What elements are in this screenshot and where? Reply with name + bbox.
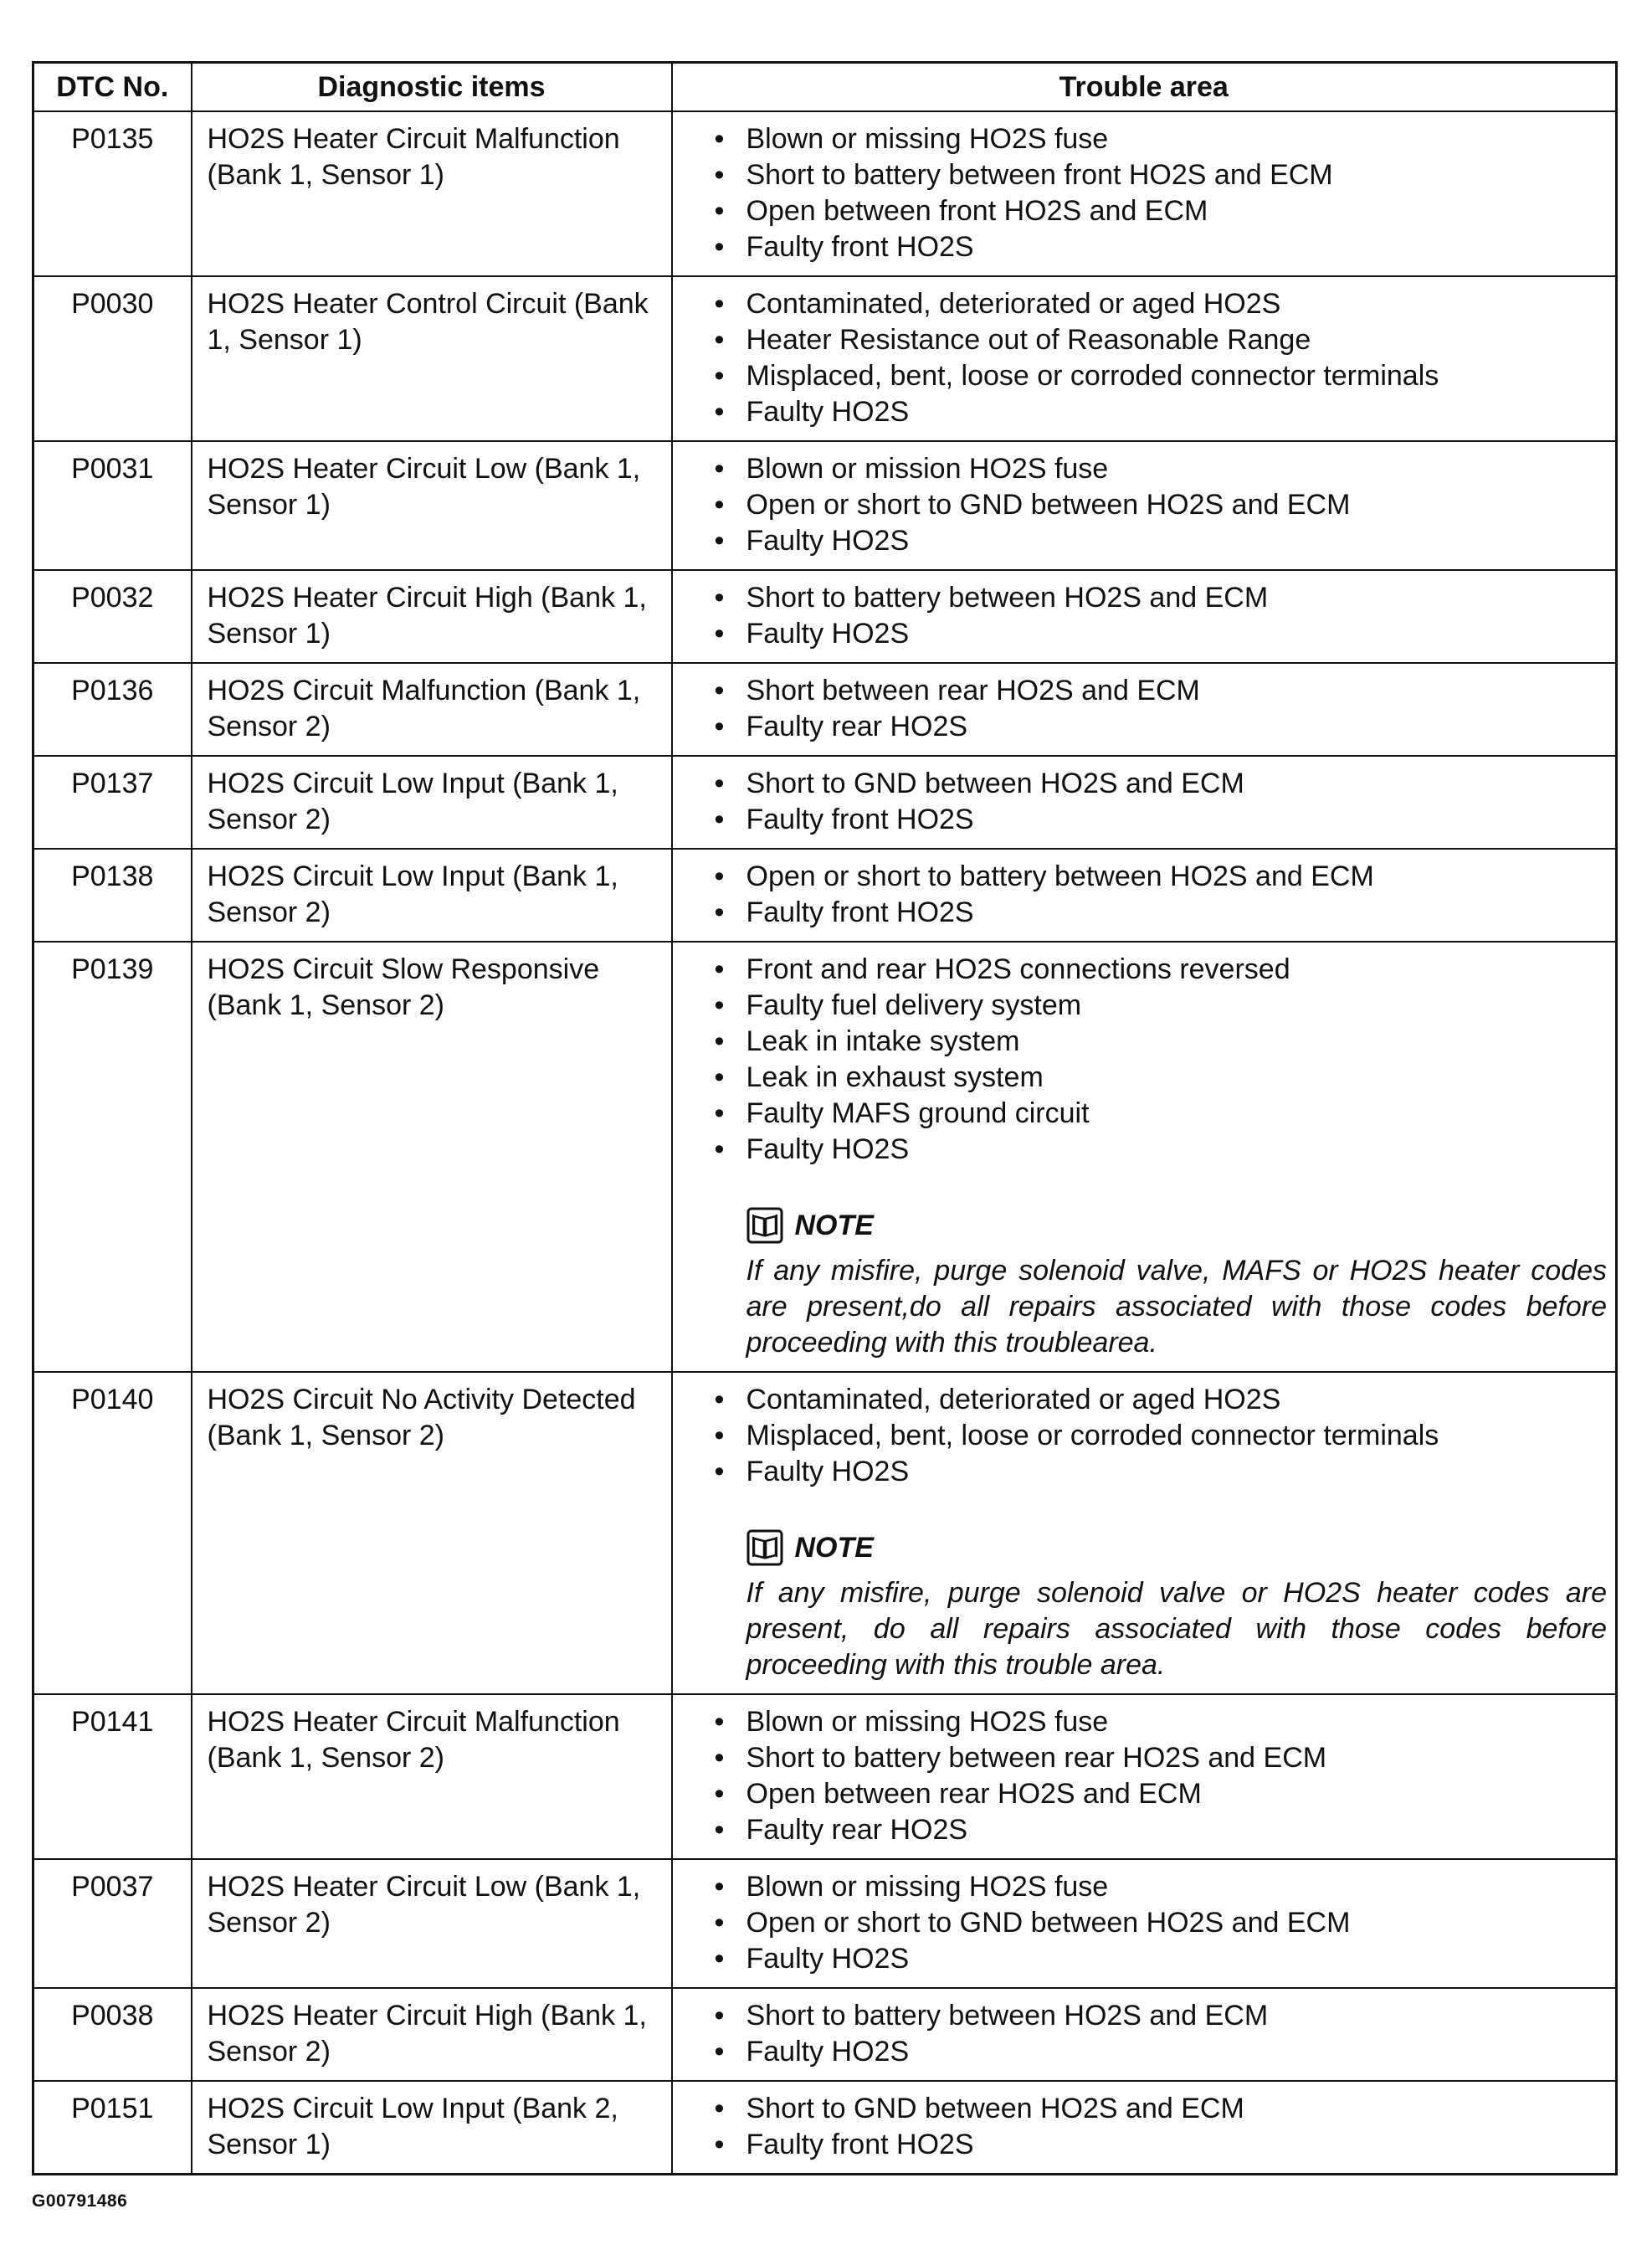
table-row	[33, 111, 1617, 276]
list-item	[715, 358, 1608, 394]
dtc-table	[32, 61, 1618, 2175]
bullet-icon: •	[714, 1133, 725, 1165]
trouble-text: Short to GND between HO2S and ECM	[746, 768, 1244, 799]
dtc-code: P0137	[33, 756, 192, 849]
bullet-icon: •	[714, 2129, 725, 2160]
diagnostic-item: HO2S Heater Circuit High (Bank 1, Sensor 1)	[192, 570, 672, 663]
figure-id: G00791486	[32, 2191, 128, 2211]
trouble-area	[672, 1859, 1617, 1988]
header-dtc-no: DTC No.	[33, 63, 192, 112]
bullet-icon: •	[714, 1742, 725, 1774]
trouble-text: Blown or missing HO2S fuse	[746, 1871, 1109, 1903]
list-item	[715, 1382, 1608, 1418]
trouble-text: Misplaced, bent, loose or corroded connector terminals	[746, 1420, 1439, 1451]
bullet-icon: •	[714, 1097, 725, 1129]
dtc-code: P0151	[33, 2081, 192, 2175]
trouble-text: Open or short to GND between HO2S and ECM	[746, 489, 1351, 521]
list-item	[715, 1132, 1608, 1168]
trouble-list	[715, 859, 1608, 931]
list-item	[715, 394, 1608, 430]
bullet-icon: •	[714, 489, 725, 521]
list-item	[715, 2034, 1608, 2070]
dtc-code: P0032	[33, 570, 192, 663]
diagnostic-item: HO2S Heater Circuit Malfunction (Bank 1, Sensor 1)	[192, 111, 672, 276]
trouble-list	[715, 451, 1608, 559]
diagnostic-item: HO2S Heater Control Circuit (Bank 1, Sensor 1)	[192, 276, 672, 441]
bullet-icon: •	[714, 159, 725, 191]
diagnostic-item: HO2S Circuit Low Input (Bank 1, Sensor 2)	[192, 756, 672, 849]
note-book-icon	[746, 1207, 783, 1244]
trouble-text: Faulty HO2S	[746, 1456, 910, 1487]
trouble-text: Faulty MAFS ground circuit	[746, 1097, 1090, 1129]
list-item	[715, 2091, 1608, 2127]
trouble-area	[672, 570, 1617, 663]
trouble-text: Short to battery between rear HO2S and ECM	[746, 1742, 1327, 1774]
trouble-text: Faulty HO2S	[746, 1133, 910, 1165]
trouble-list	[715, 1869, 1608, 1977]
list-item	[715, 157, 1608, 193]
trouble-text: Faulty HO2S	[746, 1943, 910, 1975]
bullet-icon: •	[714, 1907, 725, 1939]
bullet-icon: •	[714, 896, 725, 928]
trouble-area	[672, 441, 1617, 570]
bullet-icon: •	[714, 2093, 725, 2124]
bullet-icon: •	[714, 1814, 725, 1846]
bullet-icon: •	[714, 396, 725, 428]
table-row	[33, 2081, 1617, 2175]
trouble-text: Short to battery between HO2S and ECM	[746, 582, 1269, 614]
trouble-list	[715, 952, 1608, 1168]
trouble-text: Contaminated, deteriorated or aged HO2S	[746, 288, 1281, 320]
bullet-icon: •	[714, 804, 725, 835]
table-row	[33, 1694, 1617, 1859]
trouble-list	[715, 673, 1608, 745]
diagnostic-item: HO2S Heater Circuit High (Bank 1, Sensor 2)	[192, 1988, 672, 2081]
trouble-list	[715, 766, 1608, 838]
diagnostic-item: HO2S Heater Circuit Malfunction (Bank 1, Sensor 2)	[192, 1694, 672, 1859]
list-item	[715, 952, 1608, 988]
bullet-icon: •	[714, 1778, 725, 1810]
trouble-text: Short to battery between front HO2S and ECM	[746, 159, 1333, 191]
table-row	[33, 570, 1617, 663]
trouble-text: Open between front HO2S and ECM	[746, 195, 1208, 227]
dtc-code: P0140	[33, 1372, 192, 1694]
diagnostic-item: HO2S Heater Circuit Low (Bank 1, Sensor 2)	[192, 1859, 672, 1988]
header-diagnostic-items: Diagnostic items	[192, 63, 672, 112]
trouble-list	[715, 580, 1608, 652]
trouble-area	[672, 111, 1617, 276]
list-item	[715, 523, 1608, 559]
bullet-icon: •	[714, 675, 725, 706]
trouble-area	[672, 2081, 1617, 2175]
trouble-text: Faulty rear HO2S	[746, 1814, 968, 1846]
list-item	[715, 1024, 1608, 1060]
list-item	[715, 1941, 1608, 1977]
list-item	[715, 1998, 1608, 2034]
list-item	[715, 1905, 1608, 1941]
trouble-text: Short to GND between HO2S and ECM	[746, 2093, 1244, 2124]
bullet-icon: •	[714, 1456, 725, 1487]
table-row	[33, 756, 1617, 849]
bullet-icon: •	[714, 2036, 725, 2068]
trouble-area	[672, 756, 1617, 849]
bullet-icon: •	[714, 1871, 725, 1903]
table-row	[33, 663, 1617, 756]
bullet-icon: •	[714, 360, 725, 392]
table-header-row	[33, 63, 1617, 112]
dtc-code: P0136	[33, 663, 192, 756]
trouble-list	[715, 1998, 1608, 2070]
trouble-list	[715, 1704, 1608, 1848]
bullet-icon: •	[714, 1943, 725, 1975]
bullet-icon: •	[714, 288, 725, 320]
list-item	[715, 229, 1608, 265]
list-item	[715, 121, 1608, 157]
list-item	[715, 1096, 1608, 1132]
note-label: NOTE	[794, 1531, 874, 1564]
note-heading	[746, 1527, 1608, 1569]
trouble-list	[715, 286, 1608, 430]
trouble-text: Faulty HO2S	[746, 525, 910, 557]
note-heading	[746, 1205, 1608, 1246]
bullet-icon: •	[714, 1025, 725, 1057]
list-item	[715, 1704, 1608, 1740]
note-text: If any misfire, purge solenoid valve, MAFS or HO2S heater codes are present,do all repairs associated with those codes before proceeding with this troublearea.	[746, 1255, 1607, 1359]
list-item	[715, 2127, 1608, 2163]
note-book-icon	[746, 1529, 783, 1566]
list-item	[715, 988, 1608, 1024]
list-item	[715, 193, 1608, 229]
trouble-text: Faulty front HO2S	[746, 896, 974, 928]
trouble-text: Faulty fuel delivery system	[746, 989, 1082, 1021]
trouble-text: Contaminated, deteriorated or aged HO2S	[746, 1384, 1281, 1415]
bullet-icon: •	[714, 1061, 725, 1093]
list-item	[715, 859, 1608, 895]
note-text: If any misfire, purge solenoid valve or HO2S heater codes are present, do all repairs associated with those codes before proceeding with this trouble area.	[746, 1577, 1607, 1681]
trouble-text: Faulty HO2S	[746, 2036, 910, 2068]
trouble-text: Blown or missing HO2S fuse	[746, 123, 1109, 155]
list-item	[715, 451, 1608, 487]
table-body	[33, 111, 1617, 2175]
bullet-icon: •	[714, 123, 725, 155]
trouble-text: Open between rear HO2S and ECM	[746, 1778, 1202, 1810]
list-item	[715, 895, 1608, 931]
diagnostic-item: HO2S Circuit Malfunction (Bank 1, Sensor 2)	[192, 663, 672, 756]
list-item	[715, 286, 1608, 322]
table-row	[33, 849, 1617, 942]
trouble-text: Front and rear HO2S connections reversed	[746, 953, 1290, 985]
diagnostic-item: HO2S Circuit Low Input (Bank 1, Sensor 2)	[192, 849, 672, 942]
list-item	[715, 1418, 1608, 1454]
list-item	[715, 616, 1608, 652]
trouble-text: Heater Resistance out of Reasonable Range	[746, 324, 1311, 356]
note-block	[715, 1205, 1608, 1361]
list-item	[715, 1776, 1608, 1812]
diagnostic-item: HO2S Circuit Slow Responsive (Bank 1, Sensor 2)	[192, 942, 672, 1372]
list-item	[715, 1812, 1608, 1848]
bullet-icon: •	[714, 711, 725, 742]
bullet-icon: •	[714, 768, 725, 799]
dtc-code: P0037	[33, 1859, 192, 1988]
trouble-text: Short to battery between HO2S and ECM	[746, 2000, 1269, 2032]
trouble-text: Open or short to GND between HO2S and ECM	[746, 1907, 1351, 1939]
trouble-text: Leak in exhaust system	[746, 1061, 1044, 1093]
trouble-area	[672, 1694, 1617, 1859]
bullet-icon: •	[714, 953, 725, 985]
trouble-area	[672, 276, 1617, 441]
trouble-area	[672, 1372, 1617, 1694]
diagnostic-item: HO2S Circuit Low Input (Bank 2, Sensor 1)	[192, 2081, 672, 2175]
list-item	[715, 322, 1608, 358]
bullet-icon: •	[714, 618, 725, 650]
list-item	[715, 802, 1608, 838]
trouble-text: Misplaced, bent, loose or corroded connector terminals	[746, 360, 1439, 392]
trouble-text: Faulty HO2S	[746, 618, 910, 650]
trouble-text: Blown or mission HO2S fuse	[746, 453, 1109, 485]
trouble-text: Open or short to battery between HO2S and ECM	[746, 860, 1374, 892]
trouble-area	[672, 1988, 1617, 2081]
bullet-icon: •	[714, 989, 725, 1021]
bullet-icon: •	[714, 453, 725, 485]
list-item	[715, 1740, 1608, 1776]
dtc-code: P0141	[33, 1694, 192, 1859]
bullet-icon: •	[714, 195, 725, 227]
list-item	[715, 1454, 1608, 1490]
table-row	[33, 1859, 1617, 1988]
bullet-icon: •	[714, 2000, 725, 2032]
diagnostic-item: HO2S Heater Circuit Low (Bank 1, Sensor 1)	[192, 441, 672, 570]
trouble-list	[715, 121, 1608, 265]
bullet-icon: •	[714, 1706, 725, 1738]
trouble-text: Faulty front HO2S	[746, 804, 974, 835]
note-label: NOTE	[794, 1209, 874, 1241]
list-item	[715, 673, 1608, 709]
list-item	[715, 1869, 1608, 1905]
table-row	[33, 1372, 1617, 1694]
list-item	[715, 1060, 1608, 1096]
trouble-list	[715, 1382, 1608, 1490]
bullet-icon: •	[714, 860, 725, 892]
list-item	[715, 766, 1608, 802]
trouble-text: Faulty HO2S	[746, 396, 910, 428]
bullet-icon: •	[714, 582, 725, 614]
bullet-icon: •	[714, 525, 725, 557]
trouble-list	[715, 2091, 1608, 2163]
dtc-code: P0038	[33, 1988, 192, 2081]
dtc-code: P0135	[33, 111, 192, 276]
trouble-text: Faulty front HO2S	[746, 231, 974, 263]
trouble-text: Short between rear HO2S and ECM	[746, 675, 1200, 706]
table-row	[33, 276, 1617, 441]
dtc-code: P0139	[33, 942, 192, 1372]
trouble-text: Leak in intake system	[746, 1025, 1020, 1057]
header-trouble-area: Trouble area	[672, 63, 1617, 112]
trouble-area	[672, 849, 1617, 942]
bullet-icon: •	[714, 324, 725, 356]
dtc-code: P0030	[33, 276, 192, 441]
bullet-icon: •	[714, 231, 725, 263]
dtc-code: P0138	[33, 849, 192, 942]
trouble-text: Faulty front HO2S	[746, 2129, 974, 2160]
diagnostic-item: HO2S Circuit No Activity Detected (Bank 1, Sensor 2)	[192, 1372, 672, 1694]
list-item	[715, 709, 1608, 745]
trouble-area	[672, 663, 1617, 756]
trouble-text: Blown or missing HO2S fuse	[746, 1706, 1109, 1738]
note-block	[715, 1527, 1608, 1683]
list-item	[715, 580, 1608, 616]
table-row	[33, 942, 1617, 1372]
bullet-icon: •	[714, 1384, 725, 1415]
table-row	[33, 441, 1617, 570]
trouble-area	[672, 942, 1617, 1372]
table-row	[33, 1988, 1617, 2081]
bullet-icon: •	[714, 1420, 725, 1451]
trouble-text: Faulty rear HO2S	[746, 711, 968, 742]
list-item	[715, 487, 1608, 523]
dtc-code: P0031	[33, 441, 192, 570]
